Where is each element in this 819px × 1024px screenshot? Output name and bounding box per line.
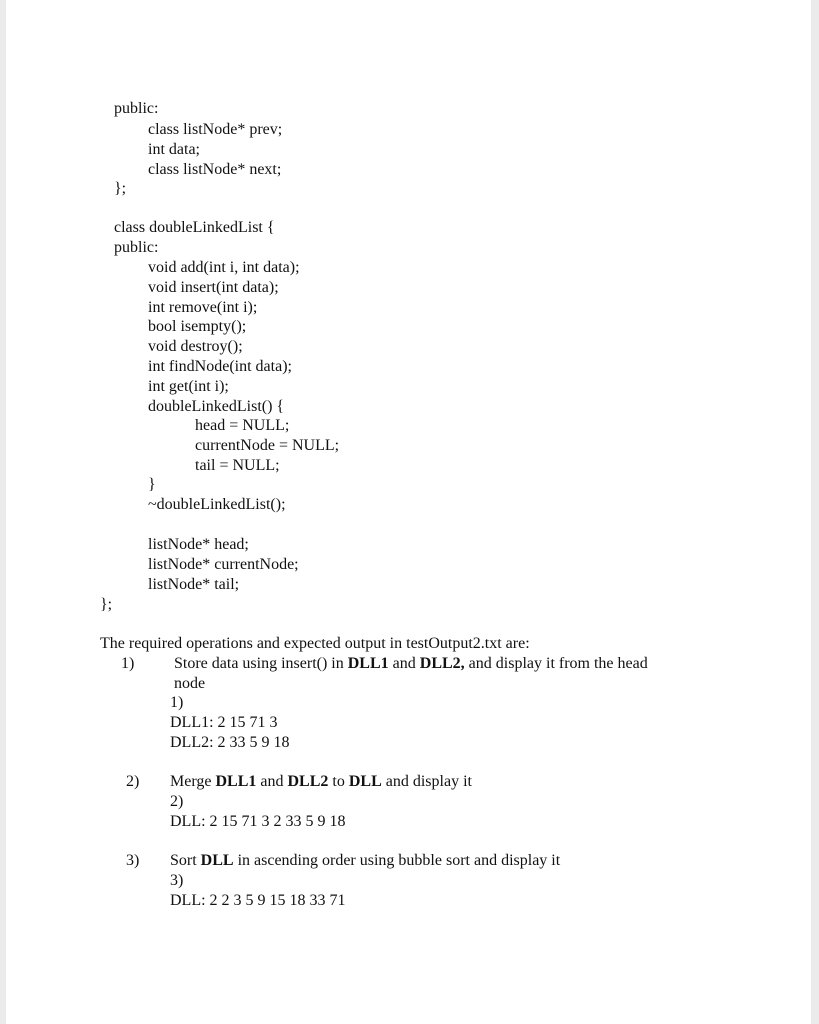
output-line: DLL: 2 2 3 5 9 15 18 33 71 [170,892,346,909]
code-line: public: [114,100,159,117]
code-line: void destroy(); [148,338,243,355]
code-line: int findNode(int data); [148,358,292,375]
code-line: bool isempty(); [148,318,247,335]
op-description: Store data using insert() in DLL1 and DLL2, and display it from the head [174,655,648,672]
output-line: DLL2: 2 33 5 9 18 [170,734,290,751]
output-label: 1) [170,694,184,711]
code-line: void add(int i, int data); [148,259,300,276]
output-line: DLL: 2 15 71 3 2 33 5 9 18 [170,813,346,830]
output-label: 2) [170,793,184,810]
code-line: head = NULL; [195,417,290,434]
code-line: listNode* tail; [148,576,240,593]
code-line: int remove(int i); [148,299,258,316]
code-line: currentNode = NULL; [195,437,340,454]
code-line: } [148,476,156,493]
op-number: 1) [121,655,135,672]
code-line: void insert(int data); [148,279,279,296]
document-page [6,0,811,1024]
code-line: doubleLinkedList() { [148,398,285,415]
op-description: Sort DLL in ascending order using bubble sort and display it [170,852,561,869]
code-line: }; [114,180,127,197]
code-line: }; [100,596,113,613]
code-line: tail = NULL; [195,457,280,474]
code-line: int get(int i); [148,378,229,395]
task-intro: The required operations and expected output in testOutput2.txt are: [100,635,530,652]
code-line: class listNode* prev; [148,121,283,138]
code-line: listNode* currentNode; [148,556,299,573]
code-line: class listNode* next; [148,161,282,178]
code-line: ~doubleLinkedList(); [148,496,286,513]
code-line: class doubleLinkedList { [114,219,275,236]
code-line: int data; [148,141,200,158]
code-line: listNode* head; [148,536,249,553]
output-line: DLL1: 2 15 71 3 [170,714,278,731]
op-number: 3) [126,852,140,869]
op-description: Merge DLL1 and DLL2 to DLL and display it [170,773,472,790]
code-line: public: [114,239,159,256]
output-label: 3) [170,872,184,889]
op-description-cont: node [174,675,206,692]
op-number: 2) [126,773,140,790]
